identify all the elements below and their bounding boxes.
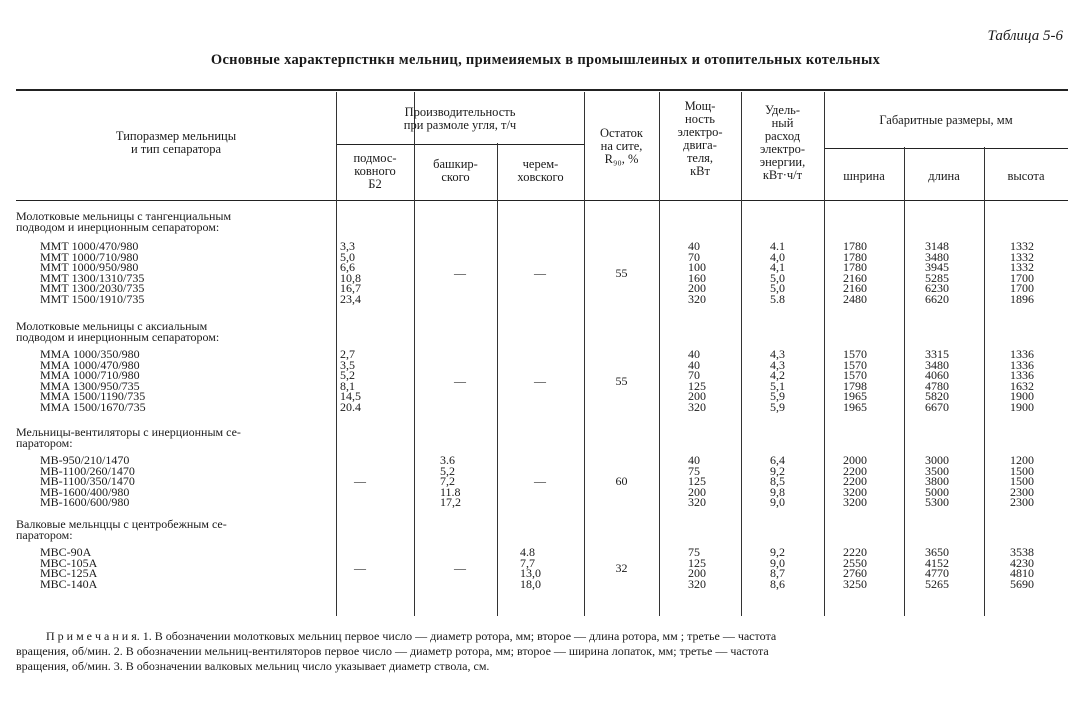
height-value: 3538 <box>1010 545 1034 559</box>
header-length: длина <box>928 169 960 183</box>
width-value: 2760 <box>843 566 867 581</box>
height-value: 4810 <box>1010 566 1034 581</box>
moscow-value: 8,1 <box>340 378 355 393</box>
header-mid-rule <box>336 144 584 145</box>
group-heading: Молотковые мельницы с аксиальным <box>16 319 208 333</box>
specific-value: 4,3 <box>770 347 785 361</box>
moscow-value: 23,4 <box>340 292 361 306</box>
height-value: 1336 <box>1010 357 1034 372</box>
width-value: 1570 <box>843 357 867 372</box>
height-value: 1896 <box>1010 292 1034 306</box>
bashkir-value: — <box>454 265 466 280</box>
header-residue-line: R₉₀, % <box>604 152 639 166</box>
moscow-value: 10,8 <box>340 270 361 285</box>
specific-value: 8,5 <box>770 474 785 489</box>
header-moscow-line: Б2 <box>368 177 382 191</box>
length-value: 5265 <box>925 576 949 591</box>
header-moscow <box>336 152 414 191</box>
power-value: 200 <box>688 566 706 581</box>
header-power-line: Мощ- <box>684 99 716 113</box>
table-top-rule <box>16 89 1068 91</box>
power-value: 320 <box>688 576 706 591</box>
width-value: 3250 <box>843 576 867 591</box>
cherem-value: 7,7 <box>520 555 535 570</box>
power-value: 200 <box>688 389 706 404</box>
width-value: 2160 <box>843 281 867 296</box>
header-specific-line: расход <box>764 129 801 143</box>
specific-value: 4,2 <box>770 368 785 383</box>
header-type-column <box>16 130 336 156</box>
height-value: 1900 <box>1010 400 1034 414</box>
header-bashkir-line: башкир- <box>433 157 478 171</box>
column-divider <box>584 92 585 616</box>
power-value: 70 <box>688 249 700 264</box>
height-value: 1700 <box>1010 270 1034 285</box>
moscow-value: 14,5 <box>340 389 361 404</box>
model-name: ММТ 1300/1310/735 <box>40 270 145 285</box>
specific-value: 4.1 <box>770 239 785 253</box>
height-value: 1632 <box>1010 378 1034 393</box>
length-value: 4780 <box>925 378 949 393</box>
length-value: 3945 <box>925 260 949 275</box>
model-name: МВ-1600/400/980 <box>40 484 130 499</box>
note-line: вращения, об/мин. 2. В обозначении мельниц-вентиляторов первое число — диаметр ротора, мм; второе — ширина лопаток, мм; третье — частота <box>16 644 769 658</box>
power-value: 200 <box>688 281 706 296</box>
height-value: 1700 <box>1010 281 1034 296</box>
specific-value: 8,6 <box>770 576 785 591</box>
group-heading: подводом и инерционным сепаратором: <box>16 219 220 234</box>
height-value: 1500 <box>1010 463 1034 478</box>
model-name: ММТ 1500/1910/735 <box>40 292 145 306</box>
power-value: 75 <box>688 545 700 559</box>
moscow-value: 5,0 <box>340 249 355 264</box>
header-type-column-line: и тип сепаратора <box>130 142 222 156</box>
specific-value: 5,9 <box>770 400 785 414</box>
width-value: 3200 <box>843 495 867 510</box>
specific-value: 5,0 <box>770 281 785 296</box>
moscow-value: 20.4 <box>340 400 361 414</box>
width-value: 1570 <box>843 347 867 361</box>
model-name: МВ-1100/260/1470 <box>40 463 135 478</box>
model-name: ММА 1500/1190/735 <box>40 389 146 404</box>
specific-value: 8,7 <box>770 566 785 581</box>
width-value: 2220 <box>843 545 867 559</box>
cherem-value: — <box>534 474 546 489</box>
power-value: 160 <box>688 270 706 285</box>
length-value: 3315 <box>925 347 949 361</box>
power-value: 200 <box>688 484 706 499</box>
model-name: МВ-950/210/1470 <box>40 453 130 467</box>
height-value: 1200 <box>1010 453 1034 467</box>
group-heading: Валковые мельнццы с центробежным се- <box>16 517 227 531</box>
width-value: 2550 <box>843 555 867 570</box>
power-value: 320 <box>688 292 706 306</box>
width-value: 1780 <box>843 249 867 264</box>
moscow-value: 3,5 <box>340 357 355 372</box>
length-value: 5820 <box>925 389 949 404</box>
specific-value: 4,3 <box>770 357 785 372</box>
header-bashkir-line: ского <box>441 170 470 184</box>
height-value: 2300 <box>1010 484 1034 499</box>
specific-value: 5,1 <box>770 378 785 393</box>
width-value: 2000 <box>843 453 867 467</box>
height-value: 2300 <box>1010 495 1034 510</box>
moscow-value: 3,3 <box>340 239 355 253</box>
model-name: МВ-1600/600/980 <box>40 495 130 510</box>
note-line: вращения, об/мин. 3. В обозначении валковых мельниц число указывает диаметр ствола, см. <box>16 659 490 673</box>
header-cherem-line: черем- <box>522 157 559 171</box>
residue-value: 55 <box>615 373 628 388</box>
model-name: ММТ 1000/950/980 <box>40 260 139 275</box>
power-value: 40 <box>688 453 700 467</box>
model-name: ММТ 1000/470/980 <box>40 239 139 253</box>
header-power <box>659 100 741 178</box>
group-heading: паратором: <box>16 527 73 542</box>
cherem-value: 13,0 <box>520 566 541 581</box>
length-value: 5000 <box>925 484 949 499</box>
length-value: 6230 <box>925 281 949 296</box>
header-specific-line: электро- <box>759 142 806 156</box>
specific-value: 9,2 <box>770 545 785 559</box>
width-value: 1798 <box>843 378 867 393</box>
bashkir-value: 11.8 <box>440 484 461 499</box>
specific-value: 9,0 <box>770 555 785 570</box>
header-specific-line: ный <box>771 116 794 130</box>
power-value: 125 <box>688 378 706 393</box>
table-number-label: Таблица 5-6 <box>987 28 1063 44</box>
group-heading: подводом и инерционным сепаратором: <box>16 329 220 344</box>
header-specific-line: энергии, <box>759 155 806 169</box>
height-value: 1332 <box>1010 260 1034 275</box>
bashkir-value: 7,2 <box>440 474 455 489</box>
height-value: 1336 <box>1010 368 1034 383</box>
residue-value: 55 <box>615 265 628 280</box>
length-value: 5285 <box>925 270 949 285</box>
power-value: 125 <box>688 555 706 570</box>
width-value: 3200 <box>843 484 867 499</box>
length-value: 4060 <box>925 368 949 383</box>
header-specific-line: кВт·ч/т <box>762 168 803 182</box>
width-value: 2200 <box>843 463 867 478</box>
bashkir-value: 5,2 <box>440 463 455 478</box>
cherem-value: — <box>534 265 546 280</box>
specific-value: 9,8 <box>770 484 785 499</box>
specific-value: 5,9 <box>770 389 785 404</box>
header-power-line: двига- <box>683 138 717 152</box>
model-name: МВС-125А <box>40 566 98 581</box>
length-value: 3480 <box>925 249 949 264</box>
header-type-column-line: Типоразмер мельницы <box>115 129 237 143</box>
width-value: 1780 <box>843 239 867 253</box>
header-bashkir <box>414 158 497 184</box>
header-dimensions: Габаритные размеры, мм <box>879 113 1013 127</box>
header-residue-line: Остаток <box>599 126 644 140</box>
power-value: 100 <box>688 260 706 275</box>
length-value: 3148 <box>925 239 949 253</box>
header-height: высота <box>1007 169 1045 183</box>
header-productivity-line: Производительность <box>404 105 516 119</box>
power-value: 70 <box>688 368 700 383</box>
length-value: 6670 <box>925 400 949 414</box>
bashkir-value: — <box>454 373 466 388</box>
table-title: Основные характерпстнкн мельниц, примеияемых в промышлеиных и отопительных котельных <box>210 52 881 68</box>
moscow-value: 5,2 <box>340 368 355 383</box>
model-name: МВ-1100/350/1470 <box>40 474 135 489</box>
model-name: ММА 1300/950/735 <box>40 378 140 393</box>
specific-value: 5,0 <box>770 270 785 285</box>
cherem-value: — <box>534 373 546 388</box>
specific-value: 9,0 <box>770 495 785 510</box>
header-power-line: ность <box>685 112 715 126</box>
moscow-value: — <box>354 560 366 575</box>
power-value: 75 <box>688 463 700 478</box>
length-value: 3000 <box>925 453 949 467</box>
header-moscow-line: подмос- <box>353 151 397 165</box>
header-mid-rule-dims <box>824 148 1068 149</box>
header-productivity <box>336 106 584 132</box>
length-value: 3480 <box>925 357 949 372</box>
height-value: 4230 <box>1010 555 1034 570</box>
power-value: 40 <box>688 239 700 253</box>
model-name: ММА 1000/470/980 <box>40 357 140 372</box>
height-value: 1336 <box>1010 347 1034 361</box>
note-line: П р и м е ч а н и я. 1. В обозначении молотковых мельниц первое число — диаметр ротора, мм; второе — длина ротора, мм ; третье — частота <box>46 629 777 643</box>
specific-value: 6,4 <box>770 453 785 467</box>
header-power-line: теля, <box>686 151 714 165</box>
length-value: 4152 <box>925 555 949 570</box>
model-name: МВС-140А <box>40 576 98 591</box>
length-value: 5300 <box>925 495 949 510</box>
model-name: МВС-105А <box>40 555 98 570</box>
model-name: ММТ 1300/2030/735 <box>40 281 145 296</box>
power-value: 40 <box>688 347 700 361</box>
length-value: 4770 <box>925 566 949 581</box>
header-specific-line: Удель- <box>764 103 801 117</box>
length-value: 3500 <box>925 463 949 478</box>
specific-value: 5.8 <box>770 292 785 306</box>
moscow-value: — <box>354 474 366 489</box>
width-value: 2160 <box>843 270 867 285</box>
width-value: 1570 <box>843 368 867 383</box>
model-name: ММА 1000/710/980 <box>40 368 140 383</box>
width-value: 1965 <box>843 389 867 404</box>
header-cherem-line: ховского <box>517 170 564 184</box>
header-power-line: электро- <box>677 125 723 139</box>
residue-value: 32 <box>615 560 628 575</box>
header-specific <box>741 104 824 182</box>
bashkir-value: 17,2 <box>440 495 461 510</box>
height-value: 1500 <box>1010 474 1034 489</box>
model-name: ММТ 1000/710/980 <box>40 249 139 264</box>
header-bottom-rule <box>16 200 1068 201</box>
cherem-value: 18,0 <box>520 576 541 591</box>
cherem-value: 4.8 <box>520 545 535 559</box>
model-name: ММА 1000/350/980 <box>40 347 140 361</box>
bashkir-value: 3.6 <box>440 453 455 467</box>
height-value: 1332 <box>1010 249 1034 264</box>
length-value: 3650 <box>925 545 949 559</box>
header-productivity-line: при размоле угля, т/ч <box>403 118 517 132</box>
width-value: 2480 <box>843 292 867 306</box>
length-value: 6620 <box>925 292 949 306</box>
bashkir-value: — <box>454 560 466 575</box>
power-value: 320 <box>688 400 706 414</box>
header-residue <box>584 127 659 166</box>
header-residue-line: на сите, <box>600 139 643 153</box>
header-power-line: кВт <box>690 164 710 178</box>
width-value: 1780 <box>843 260 867 275</box>
power-value: 125 <box>688 474 706 489</box>
specific-value: 9,2 <box>770 463 785 478</box>
height-value: 1332 <box>1010 239 1034 253</box>
model-name: ММА 1500/1670/735 <box>40 400 146 414</box>
specific-value: 4,0 <box>770 249 785 264</box>
moscow-value: 16,7 <box>340 281 361 296</box>
group-heading: паратором: <box>16 435 73 450</box>
height-value: 5690 <box>1010 576 1034 591</box>
height-value: 1900 <box>1010 389 1034 404</box>
length-value: 3800 <box>925 474 949 489</box>
residue-value: 60 <box>615 474 628 489</box>
moscow-value: 6,6 <box>340 260 355 275</box>
group-heading: Мельницы-вентиляторы с инерционным се- <box>16 425 241 439</box>
power-value: 40 <box>688 357 700 372</box>
header-moscow-line: ковного <box>354 164 396 178</box>
specific-value: 4,1 <box>770 260 785 275</box>
moscow-value: 2,7 <box>340 347 355 361</box>
group-heading: Молотковые мельницы с тангенциальным <box>16 209 232 223</box>
power-value: 320 <box>688 495 706 510</box>
model-name: МВС-90А <box>40 545 92 559</box>
width-value: 1965 <box>843 400 867 414</box>
header-cherem <box>497 158 584 184</box>
header-width: шнрина <box>843 169 885 183</box>
width-value: 2200 <box>843 474 867 489</box>
